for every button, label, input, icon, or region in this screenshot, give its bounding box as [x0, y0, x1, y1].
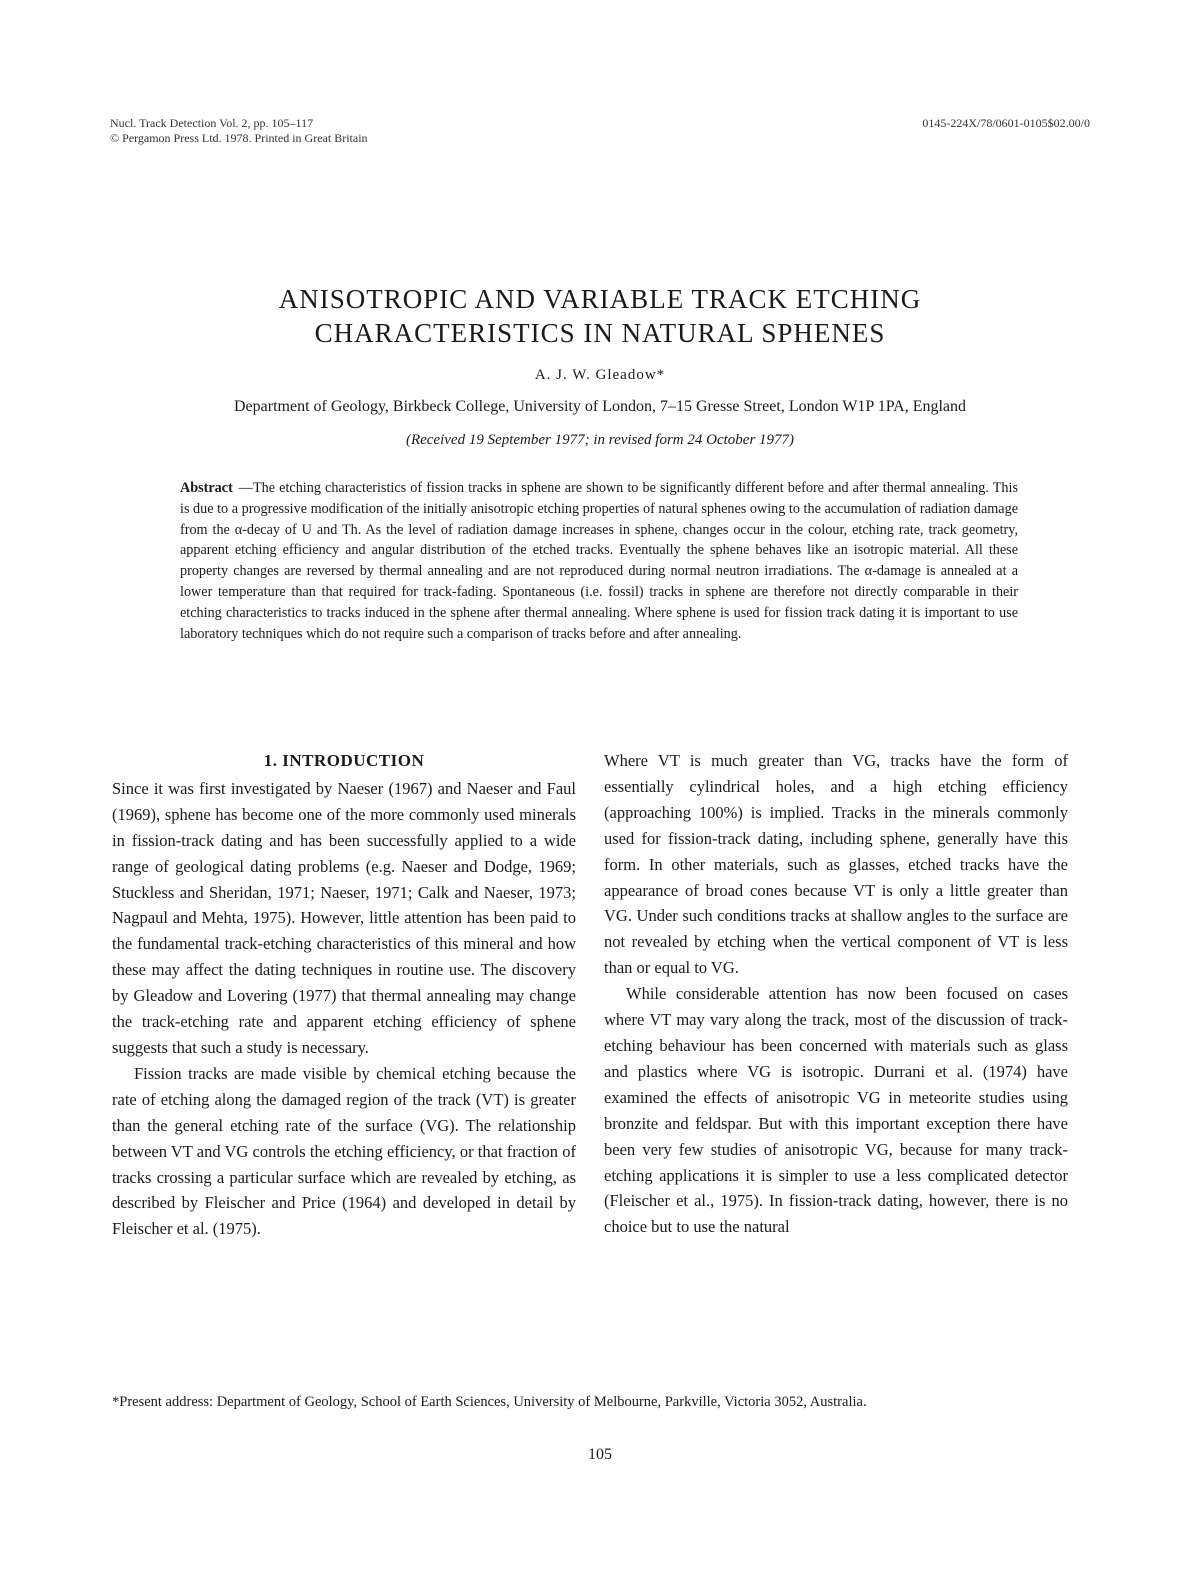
article-code: 0145-224X/78/0601-0105$02.00/0: [922, 116, 1090, 130]
right-column: [604, 748, 1068, 1240]
journal-line: Nucl. Track Detection Vol. 2, pp. 105–117: [110, 116, 314, 130]
paper-title: [0, 282, 1200, 350]
abstract: [180, 478, 1018, 644]
paragraph: Fission tracks are made visible by chemical etching because the rate of etching along the damaged region of the track (VT) is greater than the general etching rate of the surface (VG). The relationship between VT and VG controls the etching efficiency, or that fraction of tracks crossing a particular surface which are revealed by etching, as described by Fleischer and Price (1964) and developed in detail by Fleischer et al. (1975).: [112, 1063, 576, 1239]
journal-citation: [110, 116, 368, 146]
footnote: *Present address: Department of Geology, School of Earth Sciences, University of Melbourne, Parkville, Victoria 3052, Australia.: [112, 1394, 867, 1410]
title-line-1: ANISOTROPIC AND VARIABLE TRACK ETCHING: [278, 284, 922, 314]
left-column: [112, 748, 576, 1242]
paragraph: Where VT is much greater than VG, tracks have the form of essentially cylindrical holes, and a high etching efficiency (approaching 100%) is implied. Tracks in the minerals commonly used for fission-track dating, including sphene, generally have this form. In other materials, such as glasses, etched tracks have the appearance of broad cones because VT is only a little greater than VG. Under such conditions tracks at shallow angles to the surface are not revealed by etching when the vertical component of VT is less than or equal to VG.: [604, 751, 1068, 978]
abstract-text: —The etching characteristics of fission tracks in sphene are shown to be significantly different before and after thermal annealing. This is due to a progressive modification of the initially anisotropic etching properties of natural sphenes owing to the accumulation of radiation damage from the α-decay of U and Th. As the level of radiation damage increases in sphene, changes occur in the colour, etching rate, track geometry, apparent etching efficiency and angular distribution of the etched tracks. Eventually the sphene behaves like an isotropic material. All these property changes are reversed by thermal annealing and are not reproduced during normal neutron irradiations. The α-damage is annealed at a lower temperature than that required for track-fading. Spontaneous (i.e. fossil) tracks in sphene are therefore not directly comparable in their etching characteristics to tracks induced in the sphene after thermal annealing. Where sphene is used for fission track dating it is important to use laboratory techniques which do not require such a comparison of tracks before and after annealing.: [180, 480, 1018, 642]
received-dates: (Received 19 September 1977; in revised form 24 October 1977): [405, 432, 795, 448]
paragraph: Since it was first investigated by Naeser (1967) and Naeser and Faul (1969), sphene has become one of the more commonly used minerals in fission-track dating and has been successfully applied to a wide range of geological dating problems (e.g. Naeser and Dodge, 1969; Stuckless and Sheridan, 1971; Naeser, 1971; Calk and Naeser, 1973; Nagpaul and Mehta, 1975). However, little attention has been paid to the fundamental track-etching characteristics of this mineral and how these may affect the dating techniques in routine use. The discovery by Gleadow and Lovering (1977) that thermal annealing may change the track-etching rate and apparent etching efficiency of sphene suggests that such a study is necessary.: [112, 778, 576, 1057]
copyright-line: © Pergamon Press Ltd. 1978. Printed in Great Britain: [110, 131, 368, 145]
affiliation: Department of Geology, Birkbeck College, University of London, 7–15 Gresse Street, London W1P 1PA, England: [233, 398, 967, 415]
section-heading: 1. INTRODUCTION: [263, 751, 425, 770]
page-number: 105: [588, 1446, 612, 1463]
abstract-label: Abstract: [180, 480, 233, 496]
title-line-2: CHARACTERISTICS IN NATURAL SPHENES: [314, 318, 886, 348]
paragraph: While considerable attention has now been focused on cases where VT may vary along the track, most of the discussion of track-etching behaviour has been concerned with materials such as glass and plastics where VG is isotropic. Durrani et al. (1974) have examined the effects of anisotropic VG in meteorite studies using bronzite and feldspar. But with this important exception there have been very few studies of anisotropic VG, because for many track-etching applications it is simpler to use a less complicated detector (Fleischer et al., 1975). In fission-track dating, however, there is no choice but to use the natural: [604, 984, 1068, 1237]
author: A. J. W. Gleadow*: [534, 367, 666, 383]
